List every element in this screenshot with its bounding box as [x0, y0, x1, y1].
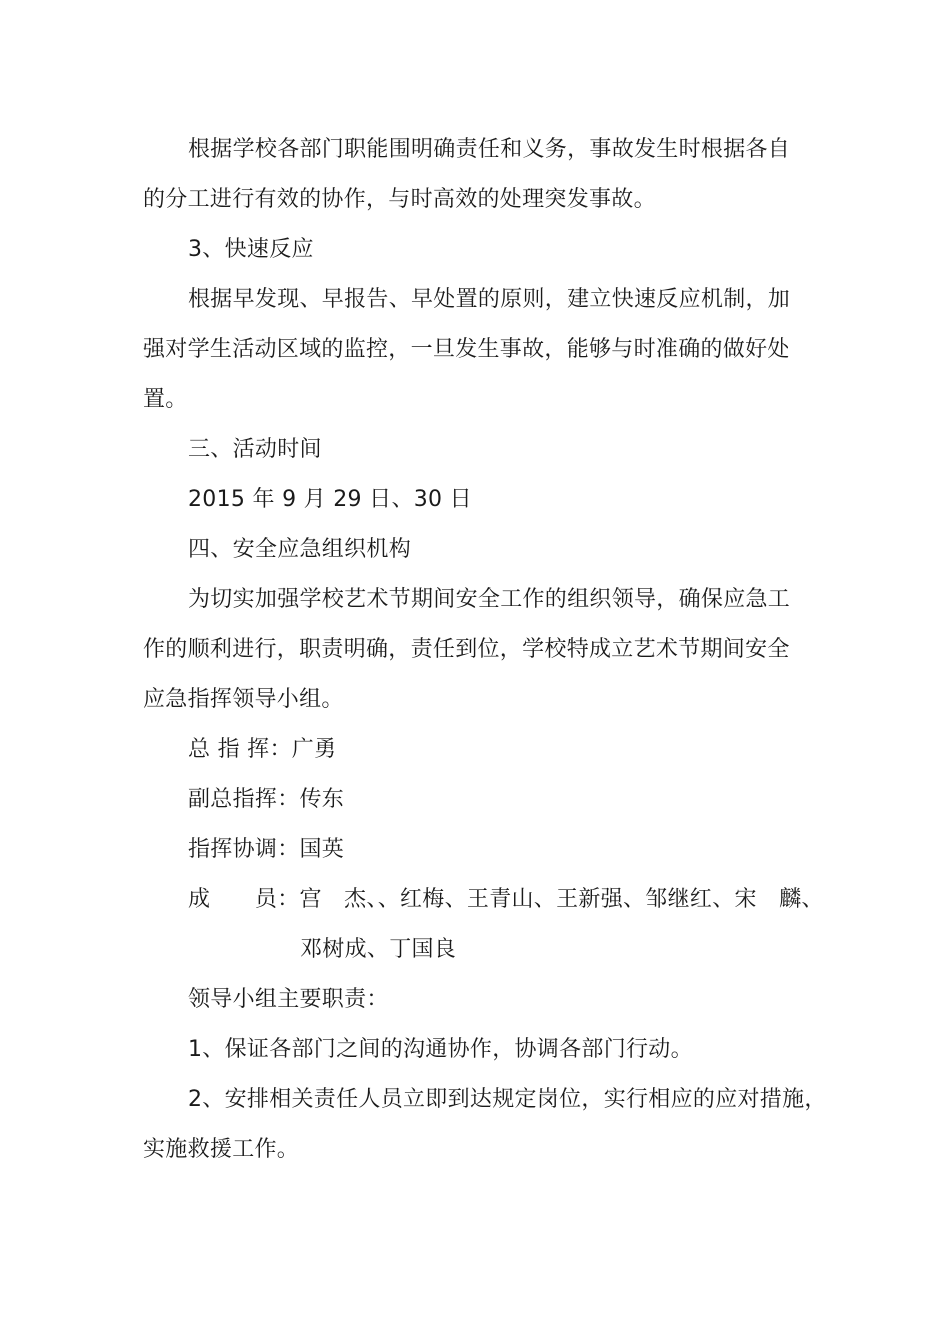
duty-item: 2、安排相关责任人员立即到达规定岗位，实行相应的应对措施， — [188, 1087, 827, 1112]
paragraph-line: 根据早发现、早报告、早处置的原则，建立快速反应机制，加 — [188, 287, 791, 312]
paragraph-line: 应急指挥领导小组。 — [143, 687, 344, 712]
section-heading: 四、安全应急组织机构 — [188, 537, 412, 562]
coordinator-line: 指挥协调：国英 — [188, 837, 345, 862]
paragraph-line: 置。 — [143, 387, 188, 412]
paragraph-line: 为切实加强学校艺术节期间安全工作的组织领导，确保应急工 — [188, 587, 791, 612]
activity-date: 2015 年 9 月 29 日、30 日 — [188, 487, 472, 512]
section-heading: 三、活动时间 — [188, 437, 322, 462]
members-line: 成 员：宫 杰、、红梅、王青山、王新强、邹继红、宋 麟、 — [188, 887, 824, 912]
paragraph-line: 根据学校各部门职能围明确责任和义务，事故发生时根据各自 — [188, 137, 791, 162]
paragraph-line: 强对学生活动区域的监控，一旦发生事故，能够与时准确的做好处 — [143, 337, 790, 362]
section-heading: 3、快速反应 — [188, 237, 314, 262]
duty-item-continued: 实施救援工作。 — [143, 1137, 300, 1162]
paragraph-line: 的分工进行有效的协作，与时高效的处理突发事故。 — [143, 187, 656, 212]
paragraph-line: 作的顺利进行，职责明确，责任到位，学校特成立艺术节期间安全 — [143, 637, 790, 662]
members-line-continued: 邓树成、丁国良 — [300, 937, 457, 962]
section-heading: 领导小组主要职责： — [188, 987, 389, 1012]
duty-item: 1、保证各部门之间的沟通协作，协调各部门行动。 — [188, 1037, 693, 1062]
commander-line: 总 指 挥：广勇 — [188, 737, 337, 762]
deputy-commander-line: 副总指挥：传东 — [188, 787, 345, 812]
